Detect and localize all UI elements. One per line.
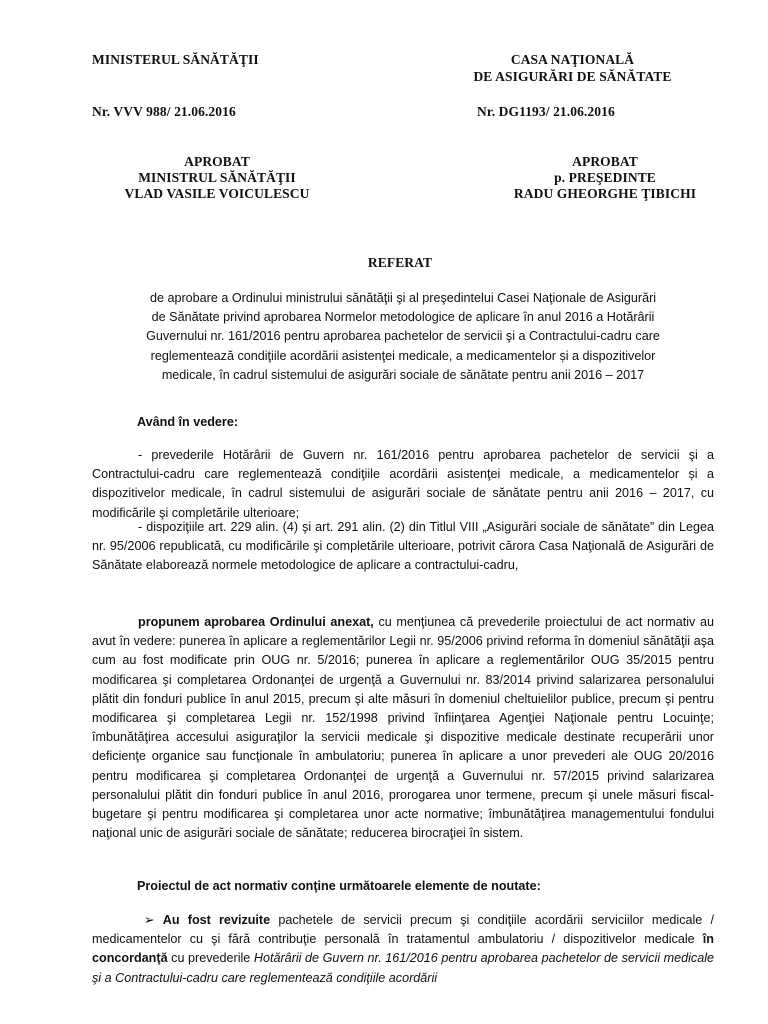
insurance-approved-label: APROBAT (572, 154, 638, 169)
novelty-bullet-item (92, 911, 714, 988)
bullet-text-2: cu prevederile (167, 951, 254, 966)
proposal-bold: propunem aprobarea Ordinului anexat, (138, 615, 374, 629)
intro-line: reglementează condiţiile acordării asistenţei medicale, a medicamentelor și a dispozitivelor (150, 348, 656, 363)
ministry-name: MINISTERUL SĂNĂTĂŢII (92, 52, 259, 67)
intro-line: medicale, în cadrul sistemului de asigurări sociale de sănătate pentru anii 2016 – 2017 (161, 367, 645, 382)
insurance-reg-number: Nr. DG1193/ 21.06.2016 (477, 104, 615, 119)
insurance-house-name-line2: DE ASIGURĂRI DE SĂNĂTATE (473, 69, 672, 84)
document-title: REFERAT (367, 255, 433, 270)
novelty-heading: Proiectul de act normativ conţine următoarele elemente de noutate: (137, 879, 541, 893)
intro-line: Guvernului nr. 161/2016 pentru aprobarea pachetelor de servicii şi a Contractului-cadru care (146, 329, 660, 344)
insurance-house-name-line1: CASA NAŢIONALĂ (510, 52, 635, 67)
ministry-approver-name: VLAD VASILE VOICULESCU (124, 186, 310, 201)
insurance-approver-name: RADU GHEORGHE ŢIBICHI (513, 186, 697, 201)
bullet-bold-concordance: în concordanţă (92, 932, 714, 966)
ministry-approved-label: APROBAT (184, 154, 250, 169)
considering-item-1: - prevederile Hotărârii de Guvern nr. 161/2016 pentru aprobarea pachetelor de servicii şi a Contractului-cadru care reglementează condiţiile acordării asistenţei medicale, a medicamentelor și a dispozitivelor medicale, în cadrul sistemului de asigurări sociale de sănătate pentru anii 2016 – 2017, cu modificările şi completările ulterioare; (92, 448, 714, 520)
bullet-bold-lead: Au fost revizuite (162, 913, 271, 927)
proposal-text: cu menţiunea că prevederile proiectului de act normativ au avut în vedere: punerea în aplicare a reglementărilor Legii nr. 95/2006 privind reforma în domeniul sănătăţii aşa cum au fost modificate prin OUG nr. 5/2016; punerea în aplicare a reglementărilor OUG 35/2015 pentru modificarea şi completarea Ordonanţei de urgenţă a Guvernului nr. 83/2014 privind salarizarea personalului plătit din fonduri publice în anul 2015, precum şi alte măsuri în domeniul cheltuielilor publice, precum şi pentru modificarea şi completarea Legii nr. 152/1998 privind înfiinţarea Agenţiei Naţionale pentru Locuinţe; îmbunătăţirea accesului asiguraţilor la servicii medicale şi dispozitive medicale destinate recuperării unor deficienţe organice sau funcţionale în ambulatoriu; punerea în aplicare a unor prevederi ale OUG 20/2016 pentru modificarea şi completarea Ordonanţei de urgenţă a Guvernului nr. 57/2015 privind salarizarea personalului plătit din fonduri publice în anul 2016, prorogarea unor termene, precum şi unele măsuri fiscal-bugetare şi pentru modificarea şi completarea unor acte normative; îmbunătăţirea managementului fondului naţional unic de asigurări sociale de sănătate; reducerea birocraţiei în sistem. (92, 615, 714, 841)
intro-line: de Sănătate privind aprobarea Normelor metodologice de aplicare în anul 2016 a Hotărârii (151, 310, 655, 325)
intro-paragraph (92, 289, 714, 385)
considering-item-2: - dispoziţiile art. 229 alin. (4) şi art. 291 alin. (2) din Titlul VIII „Asigurări sociale de sănătate” din Legea nr. 95/2006 republicată, cu modificările şi completările ulterioare, potrivit cărora Casa Naţională de Asigurări de Sănătate elaborează normele metodologice de aplicare a contractului-cadru, (92, 520, 714, 573)
intro-line: de aprobare a Ordinului ministrului sănătăţii şi al preşedintelui Casei Naţionale de Asigurări (149, 291, 657, 305)
bullet-text-1: pachetele de servicii precum şi condiţiile acordării serviciilor medicale / medicamentelor cu şi fără contribuţie personală în tratamentul ambulatoriu / dispozitivelor medicale (92, 913, 714, 947)
insurance-approver-role: p. PREŞEDINTE (554, 170, 656, 185)
ministry-reg-number: Nr. VVV 988/ 21.06.2016 (92, 104, 236, 119)
proposal-paragraph (92, 613, 714, 843)
considering-heading: Având în vedere: (137, 415, 239, 429)
bullet-italic-reference: Hotărârii de Guvern nr. 161/2016 pentru aprobarea pachetelor de servicii medicale şi a Contractului-cadru care reglementează condiţiile acordării (92, 951, 715, 985)
ministry-approver-role: MINISTRUL SĂNĂTĂŢII (138, 170, 296, 185)
arrow-bullet-icon: ➢ (144, 913, 155, 927)
